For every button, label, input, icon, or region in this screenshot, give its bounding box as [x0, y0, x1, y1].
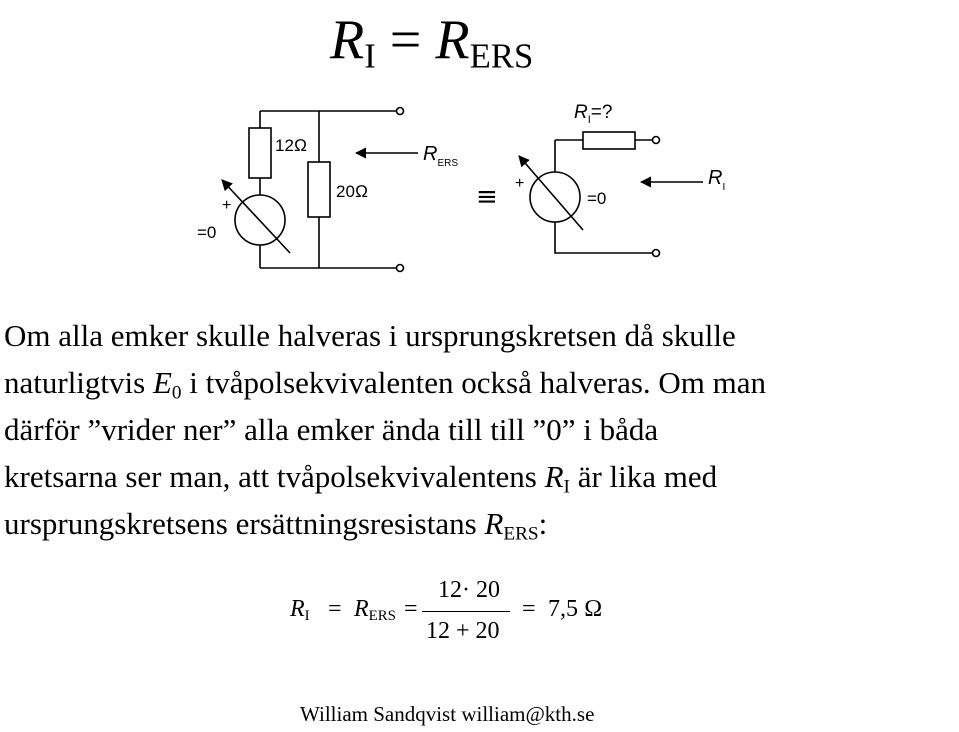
page-title: [330, 0, 630, 80]
paragraph-line-3: därför ”vrider ner” alla emker ända till till ”0” i båda: [4, 412, 659, 447]
symbol-e: E: [152, 365, 172, 400]
label-ri-question: $R_I=$?: [574, 102, 613, 126]
left-terminal-top: [397, 108, 404, 115]
right-terminal-bottom: [653, 250, 660, 257]
formula-numerator: 12· 20: [438, 577, 500, 603]
resistor-20-ohm: [308, 162, 330, 217]
formula-rers: $R_{ERS}$: [354, 596, 396, 625]
left-terminal-bottom: [397, 265, 404, 272]
right-circuit: [519, 132, 703, 257]
left-circuit: [222, 108, 418, 272]
fraction-bar: [422, 611, 510, 612]
circuit-diagrams: [0, 88, 959, 298]
label-source-right: =0: [587, 189, 607, 208]
formula-ri: $R_I$: [290, 596, 310, 625]
formula-denominator: 12 + 20: [426, 618, 500, 644]
title-r2: R: [435, 9, 470, 71]
left-source-arrow: [222, 180, 290, 253]
label-ri-right: $R_I$: [708, 167, 726, 193]
title-r: R: [330, 9, 365, 71]
label-plus-left: +: [222, 197, 232, 214]
formula-eq3: =: [522, 596, 536, 622]
formula-eq2: =: [404, 596, 418, 622]
label-20-ohm: 20Ω: [336, 182, 368, 201]
title-r2-sub: ERS: [469, 36, 534, 76]
label-12-ohm: 12Ω: [275, 136, 307, 155]
label-rers-left: $R_{ERS}$: [423, 143, 459, 169]
title-r-sub: I: [364, 36, 376, 76]
paragraph-line-1: Om alla emker skulle halveras i ursprungskretsen då skulle: [4, 318, 736, 353]
label-source-left: =0: [197, 223, 217, 242]
right-terminal-top: [653, 137, 660, 144]
resistance-formula: [290, 574, 630, 654]
equivalence-symbol: ≡: [476, 182, 498, 212]
footer-credit: William Sandqvist william@kth.se: [300, 702, 595, 726]
paragraph-line-5: ursprungskretsens ersättningsresistans $R_{ERS}$:: [4, 506, 548, 545]
formula-eq1: =: [328, 596, 342, 622]
symbol-ri: R: [544, 459, 564, 494]
paragraph-line-4: kretsarna ser man, att tvåpolsekvivalentens $R_I$ är lika med: [4, 459, 718, 498]
resistor-ri: [583, 132, 635, 149]
formula-result: 7,5 Ω: [548, 596, 603, 622]
right-source-arrow: [519, 156, 583, 230]
paragraph-line-2: naturligtvis $E_0$ i tvåpolsekvivalenten också halveras. Om man: [4, 365, 767, 404]
resistor-12-ohm: [249, 128, 271, 178]
title-equals: =: [375, 9, 436, 71]
label-plus-right: +: [515, 175, 525, 192]
right-circuit-labels: [515, 102, 725, 208]
explanation-paragraph: [4, 312, 954, 547]
symbol-rers: R: [484, 506, 504, 541]
